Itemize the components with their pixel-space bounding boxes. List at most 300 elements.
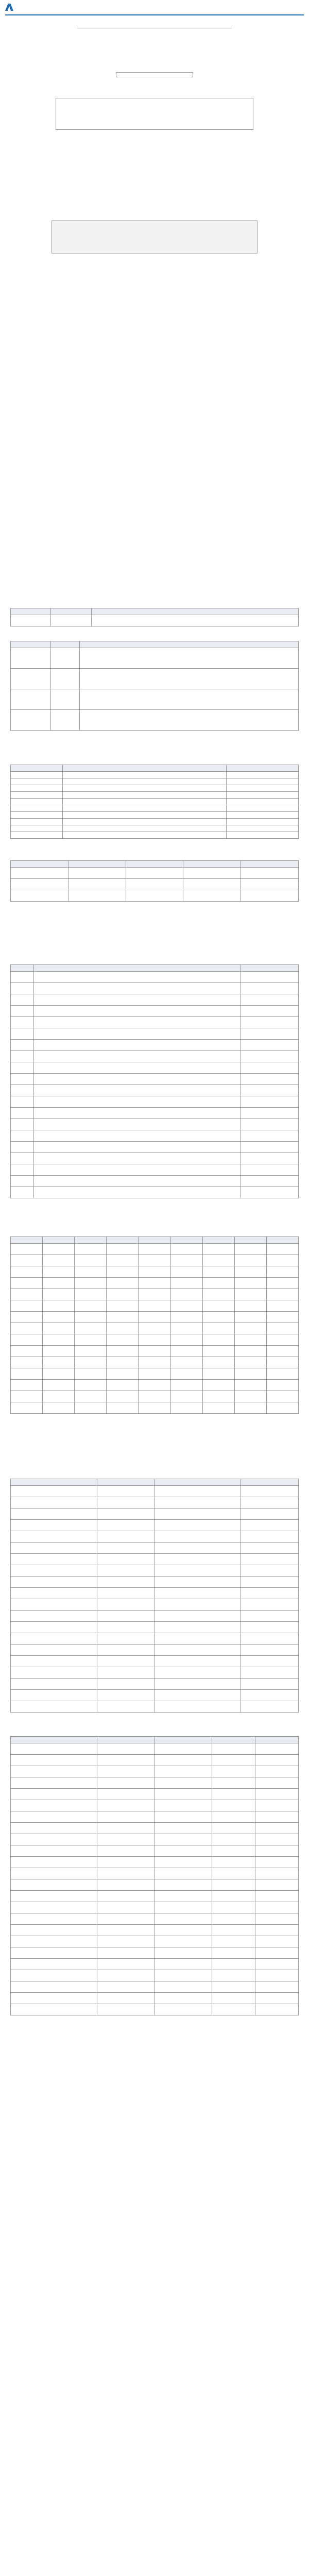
table-cell	[97, 1701, 154, 1713]
staff-table	[10, 860, 299, 902]
table-row	[11, 1266, 299, 1278]
table-cell	[241, 994, 299, 1006]
table-cell	[97, 1509, 154, 1520]
table-cell	[11, 1334, 43, 1346]
table-cell	[33, 1187, 241, 1198]
table-cell	[212, 1947, 255, 1959]
table-cell	[107, 1244, 139, 1255]
column-header	[11, 1737, 97, 1743]
table-cell	[11, 1520, 97, 1531]
table-cell	[154, 1789, 212, 1800]
table-cell	[33, 1153, 241, 1164]
table-cell	[241, 1051, 299, 1062]
table-cell	[107, 1346, 139, 1357]
table-cell	[139, 1289, 170, 1300]
table-header-row	[11, 765, 299, 772]
table-cell	[154, 1811, 212, 1823]
table-row	[11, 1800, 299, 1811]
table-cell	[97, 1925, 154, 1936]
table-cell	[11, 648, 51, 669]
table-row	[11, 1074, 299, 1085]
table-cell	[154, 1645, 241, 1656]
column-header	[126, 861, 183, 868]
table-cell	[266, 1289, 298, 1300]
table-row	[11, 2004, 299, 2015]
table-cell	[154, 1766, 212, 1777]
column-header	[227, 765, 299, 772]
column-header	[241, 861, 299, 868]
table-cell	[202, 1357, 234, 1368]
table-cell	[107, 1300, 139, 1312]
table-cell	[97, 1936, 154, 1947]
table-cell	[97, 1531, 154, 1543]
table-cell	[241, 1006, 299, 1017]
table-cell	[212, 1777, 255, 1789]
table-cell	[97, 1800, 154, 1811]
notice-box	[56, 98, 253, 130]
table-row	[11, 1187, 299, 1198]
table-cell	[11, 1509, 97, 1520]
table-cell	[154, 1891, 212, 1902]
column-header	[202, 1237, 234, 1244]
table-row	[11, 1902, 299, 1913]
table-cell	[234, 1278, 266, 1289]
project-table	[10, 964, 299, 1198]
column-header	[241, 1479, 299, 1486]
table-row	[11, 1312, 299, 1323]
toc-item	[62, 316, 258, 323]
table-cell	[11, 1913, 97, 1925]
table-cell	[107, 1334, 139, 1346]
table-cell	[241, 1062, 299, 1074]
table-cell	[11, 879, 68, 890]
cover-page	[0, 15, 309, 562]
table-cell	[11, 1017, 34, 1028]
table-cell	[212, 1891, 255, 1902]
table-cell	[170, 1323, 202, 1334]
table-cell	[154, 1633, 241, 1645]
table-cell	[255, 1766, 299, 1777]
table-cell	[255, 1834, 299, 1845]
table-row	[11, 778, 299, 785]
table-cell	[241, 1176, 299, 1187]
table-cell	[62, 825, 227, 832]
table-cell	[75, 1244, 107, 1255]
table-row	[11, 1357, 299, 1368]
table-cell	[212, 1868, 255, 1879]
table-cell	[11, 1153, 34, 1164]
table-row	[11, 1993, 299, 2004]
table-cell	[154, 1925, 212, 1936]
table-cell	[75, 1278, 107, 1289]
table-cell	[266, 1266, 298, 1278]
table-cell	[170, 1357, 202, 1368]
table-row	[11, 1823, 299, 1834]
table-cell	[241, 1656, 299, 1667]
table-cell	[255, 2004, 299, 2015]
notice-line	[61, 120, 248, 126]
table-cell	[234, 1255, 266, 1266]
table-cell	[33, 1164, 241, 1176]
table-cell	[11, 1006, 34, 1017]
column-header	[212, 1737, 255, 1743]
table-cell	[97, 1633, 154, 1645]
table-cell	[241, 1017, 299, 1028]
table-header-row	[11, 1737, 299, 1743]
table-cell	[202, 1278, 234, 1289]
table-cell	[255, 1845, 299, 1857]
column-header	[68, 861, 126, 868]
table-cell	[11, 1743, 97, 1755]
table-row	[11, 648, 299, 669]
table-row	[11, 1925, 299, 1936]
table-cell	[154, 1622, 241, 1633]
table-cell	[97, 1970, 154, 1981]
table-row	[11, 1520, 299, 1531]
table-cell	[97, 1913, 154, 1925]
table-cell	[227, 819, 299, 825]
table-cell	[227, 778, 299, 785]
column-header	[91, 608, 299, 615]
table-cell	[241, 1667, 299, 1679]
table-cell	[11, 1554, 97, 1565]
table-row	[11, 1006, 299, 1017]
table-cell	[33, 1130, 241, 1142]
table-cell	[91, 615, 299, 626]
section-title	[0, 562, 309, 585]
table-cell	[266, 1255, 298, 1266]
table-cell	[241, 1565, 299, 1577]
table-row	[11, 1176, 299, 1187]
table-cell	[97, 1902, 154, 1913]
footnote	[0, 916, 309, 921]
table-cell	[241, 1074, 299, 1085]
table-cell	[255, 1925, 299, 1936]
table-cell	[11, 1402, 43, 1414]
table-cell	[68, 868, 126, 879]
table-cell	[97, 1679, 154, 1690]
table-cell	[75, 1380, 107, 1391]
table-cell	[154, 1993, 212, 2004]
table-cell	[170, 1266, 202, 1278]
table-row	[11, 1970, 299, 1981]
table-cell	[97, 1834, 154, 1845]
table-cell	[212, 1766, 255, 1777]
table-cell	[212, 1755, 255, 1766]
table-cell	[11, 1176, 34, 1187]
table-cell	[11, 1108, 34, 1119]
table-cell	[241, 983, 299, 994]
subsection-heading	[0, 1717, 309, 1729]
table-cell	[75, 1402, 107, 1414]
table-cell	[266, 1391, 298, 1402]
table-cell	[11, 778, 63, 785]
table-row	[11, 772, 299, 778]
table-row	[11, 1142, 299, 1153]
table-header-row	[11, 641, 299, 648]
table-cell	[11, 1300, 43, 1312]
column-header	[11, 1237, 43, 1244]
table-cell	[241, 1119, 299, 1130]
table-row	[11, 799, 299, 805]
table-cell	[11, 785, 63, 792]
table-cell	[43, 1289, 75, 1300]
table-cell	[139, 1323, 170, 1334]
table-cell	[107, 1368, 139, 1380]
toc-heading	[62, 398, 258, 405]
table-row	[11, 1323, 299, 1334]
table-cell	[33, 1176, 241, 1187]
balance-sheet-table	[10, 1479, 299, 1713]
table-cell	[11, 1497, 97, 1509]
table-cell	[75, 1357, 107, 1368]
table-row	[11, 1857, 299, 1868]
table-cell	[255, 1743, 299, 1755]
table-cell	[212, 1925, 255, 1936]
table-cell	[43, 1312, 75, 1323]
table-cell	[75, 1368, 107, 1380]
table-cell	[43, 1255, 75, 1266]
table-cell	[266, 1357, 298, 1368]
table-cell	[255, 1777, 299, 1789]
table-cell	[241, 1497, 299, 1509]
table-cell	[170, 1380, 202, 1391]
table-cell	[234, 1346, 266, 1357]
table-cell	[11, 1777, 97, 1789]
table-row	[11, 1531, 299, 1543]
column-header	[80, 641, 299, 648]
table-cell	[11, 1656, 97, 1667]
toc-item	[62, 434, 258, 440]
table-cell	[11, 1312, 43, 1323]
table-cell	[43, 1380, 75, 1391]
toc-title-box	[52, 221, 258, 253]
table-cell	[234, 1380, 266, 1391]
table-cell	[202, 1380, 234, 1391]
table-cell	[266, 1368, 298, 1380]
table-cell	[202, 1300, 234, 1312]
table-cell	[154, 1845, 212, 1857]
table-cell	[255, 1823, 299, 1834]
table-cell	[154, 1690, 241, 1701]
table-cell	[170, 1334, 202, 1346]
table-cell	[107, 1266, 139, 1278]
table-cell	[11, 1993, 97, 2004]
table-cell	[202, 1244, 234, 1255]
table-row	[11, 1891, 299, 1902]
table-cell	[33, 972, 241, 983]
table-cell	[241, 1531, 299, 1543]
table-cell	[202, 1266, 234, 1278]
table-cell	[80, 689, 299, 710]
table-row	[11, 1062, 299, 1074]
table-cell	[154, 1520, 241, 1531]
table-cell	[255, 1868, 299, 1879]
table-cell	[170, 1300, 202, 1312]
table-cell	[170, 1402, 202, 1414]
table-cell	[62, 812, 227, 819]
table-cell	[139, 1380, 170, 1391]
table-row	[11, 1244, 299, 1255]
table-cell	[62, 805, 227, 812]
table-row	[11, 1743, 299, 1755]
table-cell	[212, 2004, 255, 2015]
table-cell	[97, 1577, 154, 1588]
table-cell	[266, 1323, 298, 1334]
table-cell	[11, 1096, 34, 1108]
table-cell	[11, 972, 34, 983]
footnote	[0, 1418, 309, 1423]
table-cell	[266, 1300, 298, 1312]
table-cell	[227, 805, 299, 812]
table-cell	[51, 648, 80, 669]
table-cell	[170, 1312, 202, 1323]
column-header	[51, 641, 80, 648]
table-row	[11, 1051, 299, 1062]
table-cell	[227, 772, 299, 778]
table-cell	[11, 1289, 43, 1300]
table-cell	[97, 1554, 154, 1565]
table-cell	[234, 1312, 266, 1323]
table-cell	[227, 812, 299, 819]
table-cell	[11, 1970, 97, 1981]
table-cell	[241, 1096, 299, 1108]
table-row	[11, 825, 299, 832]
top-bar	[0, 0, 309, 14]
cover-title-block	[77, 26, 232, 28]
table-cell	[241, 868, 299, 879]
table-cell	[75, 1323, 107, 1334]
table-cell	[154, 1777, 212, 1789]
table-cell	[202, 1368, 234, 1380]
table-row	[11, 1913, 299, 1925]
table-cell	[241, 1187, 299, 1198]
table-cell	[154, 1947, 212, 1959]
table-cell	[241, 1633, 299, 1645]
table-cell	[139, 1266, 170, 1278]
table-row	[11, 1391, 299, 1402]
table-cell	[11, 1766, 97, 1777]
table-row	[11, 689, 299, 710]
notice-line	[61, 108, 248, 114]
period-box	[116, 72, 193, 77]
table-cell	[11, 1119, 34, 1130]
table-cell	[154, 1959, 212, 1970]
table-cell	[255, 1936, 299, 1947]
table-cell	[62, 792, 227, 799]
table-cell	[170, 1368, 202, 1380]
table-cell	[97, 2004, 154, 2015]
table-row	[11, 710, 299, 731]
table-row	[11, 1868, 299, 1879]
table-row	[11, 879, 299, 890]
table-cell	[255, 1857, 299, 1868]
table-cell	[80, 669, 299, 689]
table-cell	[212, 1811, 255, 1823]
column-header	[75, 1237, 107, 1244]
unit-label	[0, 757, 309, 765]
table-cell	[97, 1667, 154, 1679]
table-header-row	[11, 1237, 299, 1244]
table-cell	[241, 1153, 299, 1164]
table-cell	[241, 890, 299, 902]
table-cell	[202, 1323, 234, 1334]
table-cell	[97, 1777, 154, 1789]
table-cell	[107, 1380, 139, 1391]
table-cell	[170, 1244, 202, 1255]
table-row	[11, 1164, 299, 1176]
table-cell	[33, 1108, 241, 1119]
unit-label	[0, 1229, 309, 1236]
table-row	[11, 1811, 299, 1823]
table-cell	[241, 1164, 299, 1176]
table-cell	[234, 1266, 266, 1278]
table-cell	[170, 1255, 202, 1266]
table-cell	[11, 1074, 34, 1085]
table-cell	[11, 1800, 97, 1811]
table-cell	[212, 1936, 255, 1947]
column-header	[97, 1479, 154, 1486]
table-cell	[255, 1993, 299, 2004]
table-cell	[255, 1811, 299, 1823]
table-cell	[97, 1588, 154, 1599]
table-cell	[11, 1947, 97, 1959]
table-cell	[11, 710, 51, 731]
table-cell	[11, 1611, 97, 1622]
table-cell	[11, 1565, 97, 1577]
column-header	[154, 1479, 241, 1486]
performance-table	[10, 1236, 299, 1414]
table-row	[11, 1959, 299, 1970]
table-row	[11, 1368, 299, 1380]
table-cell	[33, 1085, 241, 1096]
table-row	[11, 1028, 299, 1040]
table-cell	[107, 1312, 139, 1323]
table-row	[11, 1554, 299, 1565]
table-cell	[202, 1402, 234, 1414]
table-cell	[11, 1789, 97, 1800]
table-cell	[241, 1486, 299, 1497]
table-cell	[234, 1300, 266, 1312]
table-cell	[241, 1543, 299, 1554]
table-cell	[75, 1391, 107, 1402]
table-cell	[11, 1936, 97, 1947]
table-cell	[154, 1857, 212, 1868]
toc-item	[62, 306, 258, 312]
table-row	[11, 1679, 299, 1690]
table-cell	[227, 825, 299, 832]
table-cell	[241, 972, 299, 983]
table-cell	[11, 1543, 97, 1554]
table-cell	[241, 1130, 299, 1142]
table-cell	[126, 879, 183, 890]
table-cell	[154, 1936, 212, 1947]
table-cell	[202, 1255, 234, 1266]
table-row	[11, 1645, 299, 1656]
toc-heading	[62, 362, 258, 369]
column-header	[43, 1237, 75, 1244]
footnote	[0, 906, 309, 911]
table-cell	[11, 1755, 97, 1766]
table-cell	[43, 1323, 75, 1334]
table-row	[11, 1130, 299, 1142]
table-cell	[266, 1346, 298, 1357]
table-cell	[11, 1902, 97, 1913]
table-cell	[33, 1062, 241, 1074]
table-cell	[183, 890, 241, 902]
table-cell	[154, 1755, 212, 1766]
table-of-contents	[62, 283, 258, 455]
